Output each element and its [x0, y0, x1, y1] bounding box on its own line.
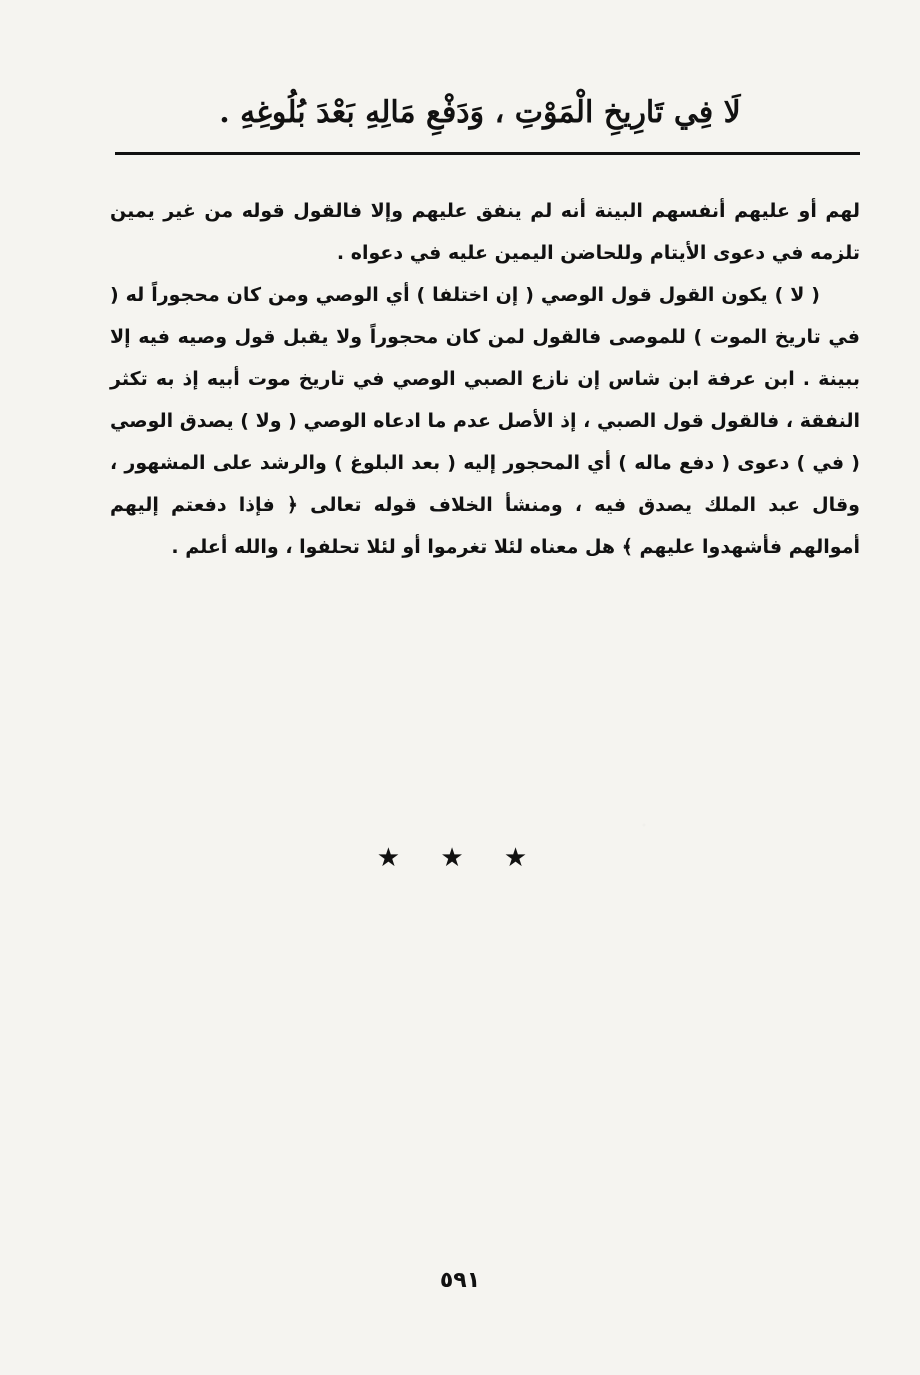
paragraph-2: ( لا ) يكون القول قول الوصي ( إن اختلفا ) أي الوصي ومن كان محجوراً له ( في تاريخ الموت ) للموصى فالقول لمن كان محجوراً ولا يقبل قول وصيه فيه إلا ببينة . ابن عرفة ابن شاس إن نازع الصبي الوصي في تاريخ موت أبيه إذ به تكثر النفقة ، فالقول قول الصبي ، إذ الأصل عدم ما ادعاه الوصي ( ولا ) يصدق الوصي ( في ) دعوى ( دفع ماله ) أي المحجور إليه ( بعد البلوغ ) والرشد على المشهور ، وقال عبد الملك يصدق فيه ، ومنشأ الخلاف قوله تعالى ﴿ فإذا دفعتم إليهم أموالهم فأشهدوا عليهم ﴾ هل معناه لئلا تغرموا أو لئلا تحلفوا ، والله أعلم . — [110, 284, 860, 558]
page-number: ٥٩١ — [439, 1268, 481, 1293]
header-divider-rule — [115, 152, 860, 155]
section-end-stars: ★ ★ ★ — [376, 843, 544, 873]
running-header-title: لَا فِي تَارِيخِ الْمَوْتِ ، وَدَفْعِ مَالِهِ بَعْدَ بُلُوغِهِ . — [219, 95, 741, 130]
paragraph-1: لهم أو عليهم أنفسهم البينة أنه لم ينفق عليهم وإلا فالقول قوله من غير يمين تلزمه في دعوى الأيتام وللحاضن اليمين عليه في دعواه . — [110, 200, 860, 264]
main-text-block — [110, 190, 860, 568]
